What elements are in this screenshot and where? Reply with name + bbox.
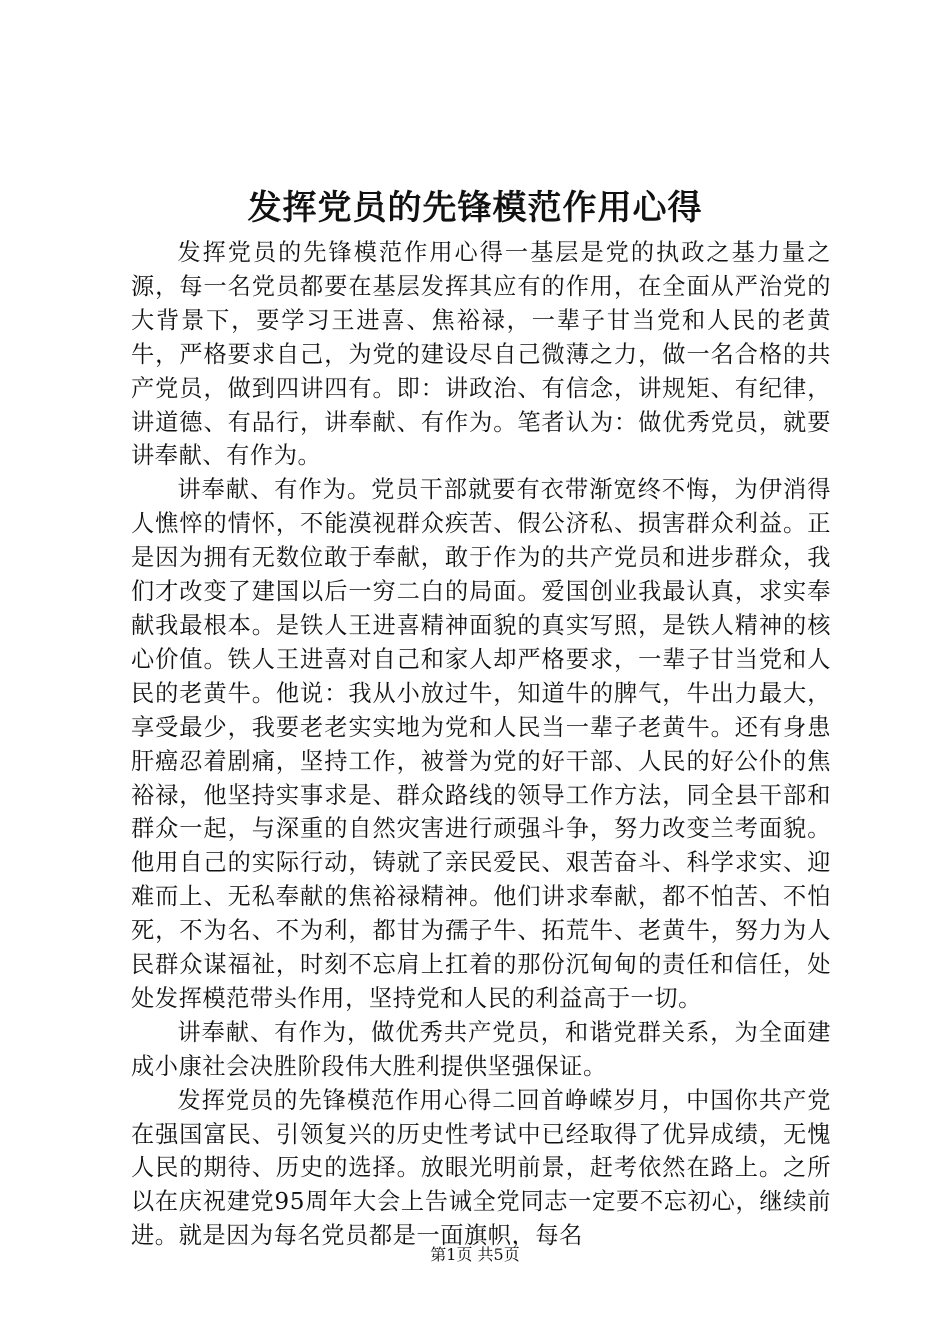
paragraph-3: 讲奉献、有作为，做优秀共产党员，和谐党群关系，为全面建成小康社会决胜阶段伟大胜利提供坚强保证。 bbox=[131, 1018, 831, 1080]
paragraph-4: 发挥党员的先锋模范作用心得二回首峥嵘岁月，中国你共产党在强国富民、引领复兴的历史性考试中已经取得了优异成绩，无愧人民的期待、历史的选择。放眼光明前景，赶考依然在路上。之所以在庆祝建党95周年大会上告诫全党同志一定要不忘初心，继续前进。就是因为每名党员都是一面旗帜，每名 bbox=[131, 1086, 831, 1250]
paragraph-2: 讲奉献、有作为。党员干部就要有衣带渐宽终不悔，为伊消得人憔悴的情怀，不能漠视群众疾苦、假公济私、损害群众利益。正是因为拥有无数位敢于奉献，敢于作为的共产党员和进步群众，我们才改变了建国以后一穷二白的局面。爱国创业我最认真，求实奉献我最根本。是铁人王进喜精神面貌的真实写照，是铁人精神的核心价值。铁人王进喜对自己和家人却严格要求，一辈子甘当党和人民的老黄牛。他说：我从小放过牛，知道牛的脾气，牛出力最大，享受最少，我要老老实实地为党和人民当一辈子老黄牛。还有身患肝癌忍着剧痛，坚持工作，被誉为党的好干部、人民的好公仆的焦裕禄，他坚持实事求是、群众路线的领导工作方法，同全县干部和群众一起，与深重的自然灾害进行顽强斗争，努力改变兰考面貌。他用自己的实际行动，铸就了亲民爱民、艰苦奋斗、科学求实、迎难而上、无私奉献的焦裕禄精神。他们讲求奉献，都不怕苦、不怕死，不为名、不为利，都甘为孺子牛、拓荒牛、老黄牛，努力为人民群众谋福祉，时刻不忘肩上扛着的那份沉甸甸的责任和信任，处处发挥模范带头作用，坚持党和人民的利益高于一切。 bbox=[131, 476, 831, 1012]
page-number-footer: 第1页 共5页 bbox=[430, 1245, 520, 1264]
document-title: 发挥党员的先锋模范作用心得 bbox=[247, 188, 703, 228]
document-body bbox=[131, 236, 831, 1253]
paragraph-1: 发挥党员的先锋模范作用心得一基层是党的执政之基力量之源，每一名党员都要在基层发挥其应有的作用，在全面从严治党的大背景下，要学习王进喜、焦裕禄，一辈子甘当党和人民的老黄牛，严格要求自己，为党的建设尽自己微薄之力，做一名合格的共产党员，做到四讲四有。即：讲政治、有信念，讲规矩、有纪律，讲道德、有品行，讲奉献、有作为。笔者认为：做优秀党员，就要讲奉献、有作为。 bbox=[131, 239, 831, 470]
